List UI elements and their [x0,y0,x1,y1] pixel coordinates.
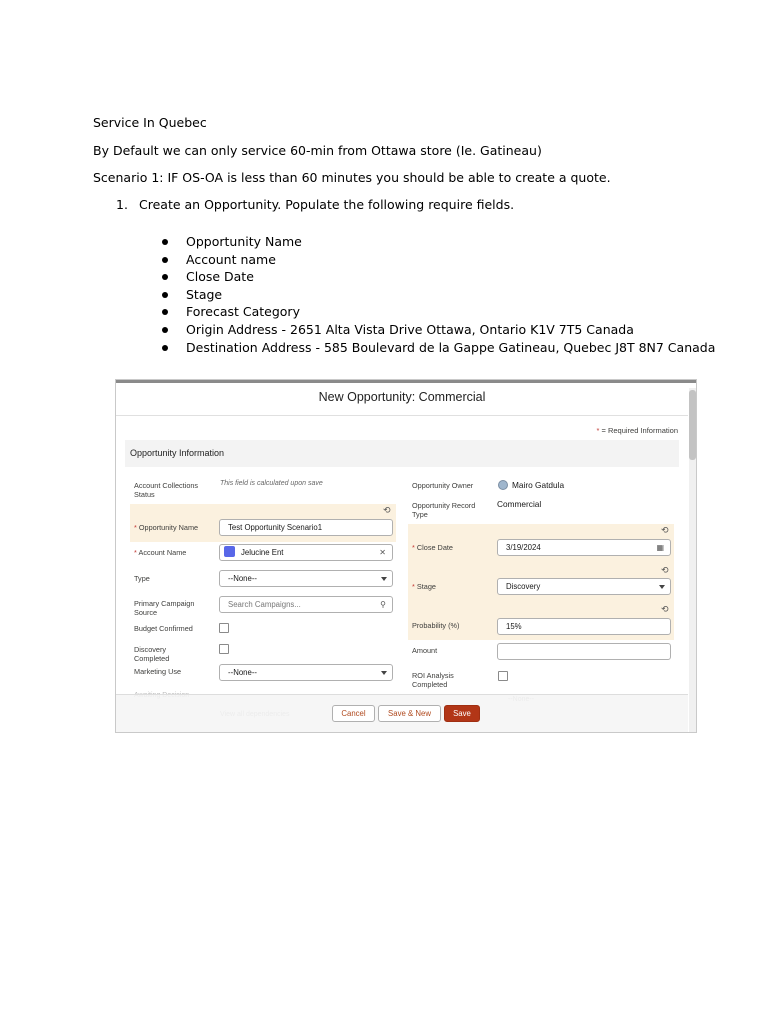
roi-analysis-checkbox[interactable] [498,671,508,681]
list-item: Stage [160,286,715,304]
account-icon [224,546,235,557]
amount-label: Amount [412,646,438,655]
required-info-note: * = Required Information [596,426,678,435]
clear-icon[interactable]: ✕ [379,548,386,557]
close-date-input[interactable]: 3/19/2024 ▦ [497,539,671,556]
record-type-value: Commercial [497,499,542,509]
bullet-icon [162,257,168,263]
account-name-input[interactable]: Jelucine Ent ✕ [219,544,393,561]
bullet-icon [162,327,168,333]
calendar-icon[interactable]: ▦ [656,543,664,552]
stage-label: * Stage [412,582,436,591]
chevron-down-icon [381,577,387,581]
section-title: Opportunity Information [130,448,225,458]
type-label: Type [134,574,150,583]
step-text: Create an Opportunity. Populate the following require fields. [139,197,515,212]
window-top-border [116,380,696,383]
discovery-completed-checkbox[interactable] [219,644,229,654]
chevron-down-icon [659,585,665,589]
numbered-step [116,197,514,212]
undo-icon[interactable]: ⟲ [383,505,391,515]
doc-paragraph-scenario: Scenario 1: IF OS-OA is less than 60 minutes you should be able to create a quote. [93,170,611,185]
save-button[interactable]: Save [444,705,480,722]
step-number: 1. [116,197,128,212]
scroll-thumb[interactable] [689,390,696,460]
list-item: Close Date [160,268,715,286]
stage-select[interactable]: Discovery [497,578,671,595]
save-and-new-button[interactable]: Save & New [378,705,441,722]
bullet-icon [162,292,168,298]
roi-analysis-label: ROI Analysis Completed [412,671,454,689]
doc-paragraph-default: By Default we can only service 60-min from Ottawa store (Ie. Gatineau) [93,143,542,158]
doc-title: Service In Quebec [93,115,207,130]
primary-campaign-source-label: Primary Campaign Source [134,599,195,617]
account-collections-status-hint: This field is calculated upon save [220,480,323,487]
bullet-icon [162,274,168,280]
list-item: Forecast Category [160,303,715,321]
list-item: Account name [160,251,715,269]
type-select[interactable]: --None-- [219,570,393,587]
account-collections-status-label: Account Collections Status [134,481,199,499]
list-item: Origin Address - 2651 Alta Vista Drive Ottawa, Ontario K1V 7T5 Canada [160,321,715,339]
discovery-completed-label: Discovery Completed [134,645,170,663]
embedded-screenshot [115,379,697,733]
probability-input[interactable]: 15% [497,618,671,635]
divider [116,415,688,416]
chevron-down-icon [381,671,387,675]
campaign-search-input[interactable]: Search Campaigns... ⚲ [219,596,393,613]
list-item: Destination Address - 585 Boulevard de la Gappe Gatineau, Quebec J8T 8N7 Canada [160,339,715,357]
required-fields-list [160,233,715,356]
record-type-label: Opportunity Record Type [412,501,476,519]
section-header[interactable] [125,440,679,467]
marketing-use-label: Marketing Use [134,667,182,676]
bullet-icon [162,309,168,315]
avatar [498,480,508,490]
bullet-icon [162,239,168,245]
cancel-button[interactable]: Cancel [332,705,375,722]
opportunity-name-label: * Opportunity Name [134,523,199,532]
search-icon: ⚲ [380,600,386,609]
modal-title: New Opportunity: Commercial [318,390,486,404]
account-name-label: * Account Name [134,548,187,557]
amount-input[interactable] [497,643,671,660]
list-item: Opportunity Name [160,233,715,251]
scrollbar[interactable] [689,388,696,732]
bullet-icon [162,345,168,351]
budget-confirmed-label: Budget Confirmed [134,624,193,633]
budget-confirmed-checkbox[interactable] [219,623,229,633]
marketing-use-select[interactable]: --None-- [219,664,393,681]
undo-icon[interactable]: ⟲ [661,525,669,535]
close-date-label: * Close Date [412,543,453,552]
opportunity-name-input[interactable]: Test Opportunity Scenario1 [219,519,393,536]
opportunity-owner-value[interactable]: Mairo Gatdula [512,480,565,490]
opportunity-owner-label: Opportunity Owner [412,481,474,490]
undo-icon[interactable]: ⟲ [661,565,669,575]
undo-icon[interactable]: ⟲ [661,604,669,614]
probability-label: Probability (%) [412,621,460,630]
